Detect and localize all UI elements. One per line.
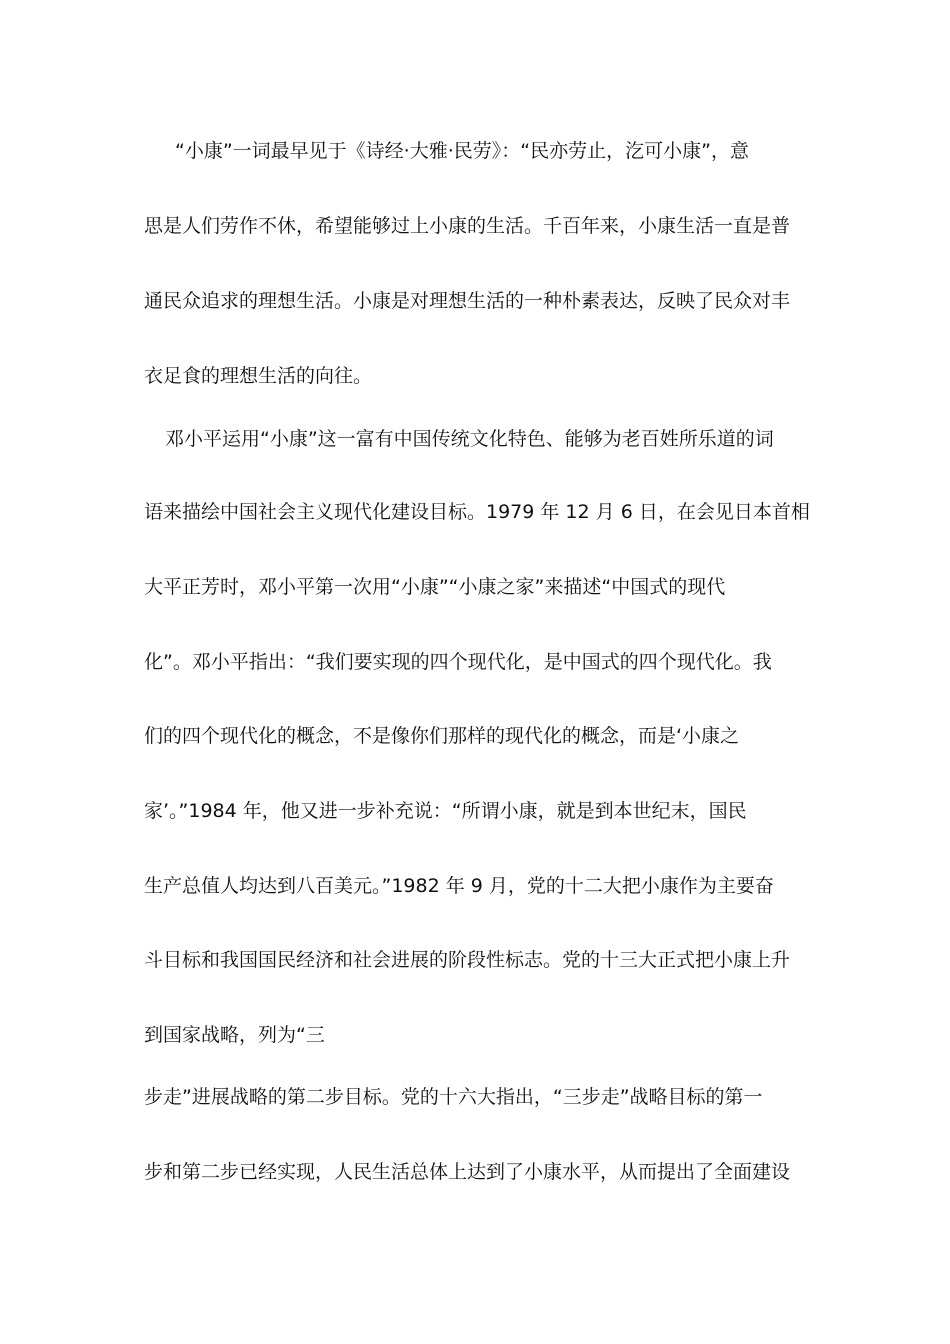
paragraph-1-line-3: 通民众追求的理想生活。小康是对理想生活的一种朴素表达，反映了民众对丰 xyxy=(144,290,791,312)
paragraph-1-line-4: 衣足食的理想生活的向往。 xyxy=(144,365,373,387)
paragraph-2-line-6: 家’。”1984 年，他又进一步补充说：“所谓小康，就是到本世纪末，国民 xyxy=(144,800,747,822)
paragraph-2-line-2: 语来描绘中国社会主义现代化建设目标。1979 年 12 月 6 日，在会见日本首相 xyxy=(144,501,810,523)
paragraph-2-line-11: 步和第二步已经实现，人民生活总体上达到了小康水平，从而提出了全面建设 xyxy=(144,1161,791,1183)
paragraph-2-line-3: 大平正芳时，邓小平第一次用“小康”“小康之家”来描述“中国式的现代 xyxy=(144,576,726,598)
paragraph-2-line-9: 到国家战略，列为“三 xyxy=(144,1024,325,1046)
paragraph-2-line-7: 生产总值人均达到八百美元。”1982 年 9 月，党的十二大把小康作为主要奋 xyxy=(144,875,774,897)
paragraph-2-line-8: 斗目标和我国国民经济和社会进展的阶段性标志。党的十三大正式把小康上升 xyxy=(144,949,791,971)
paragraph-2-line-1: 邓小平运用“小康”这一富有中国传统文化特色、能够为老百姓所乐道的词 xyxy=(165,428,774,450)
paragraph-1-line-2: 思是人们劳作不休，希望能够过上小康的生活。千百年来，小康生活一直是普 xyxy=(144,215,791,237)
paragraph-2-line-4: 化”。邓小平指出：“我们要实现的四个现代化，是中国式的四个现代化。我 xyxy=(144,651,772,673)
paragraph-2-line-5: 们的四个现代化的概念，不是像你们那样的现代化的概念，而是‘小康之 xyxy=(144,725,740,747)
paragraph-2-line-10: 步走”进展战略的第二步目标。党的十六大指出，“三步走”战略目标的第一 xyxy=(144,1086,763,1108)
paragraph-1-line-1: “小康”一词最早见于《诗经·大雅·民劳》：“民亦劳止，汔可小康”，意 xyxy=(175,140,749,162)
